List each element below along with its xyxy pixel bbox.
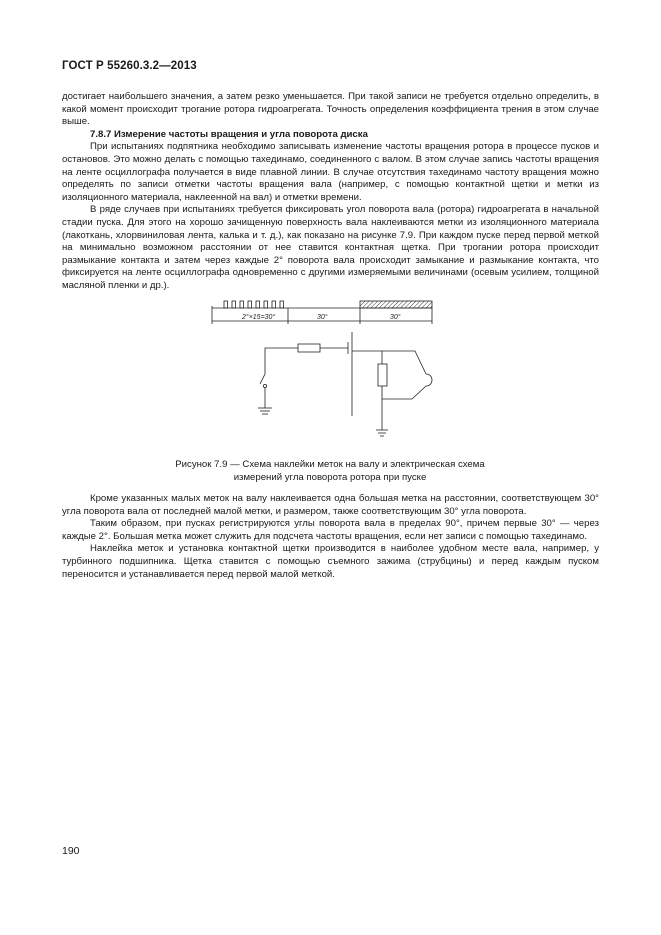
paragraph-large-mark: Кроме указанных малых меток на валу наклеивается одна большая метка на расстоянии, соответствующем 30° угла поворота вала от последней малой метки, и размером, также соответствующим 30° угла поворота. [62,493,599,517]
paragraph-continuation: достигает наибольшего значения, а затем резко уменьшается. При такой записи не требуется отдельно определить, в какой момент происходит трогание ротора гидроагрегата. Точность определения коэффициента трения в этом случае выше. [62,91,599,128]
body-text-upper [62,91,599,293]
page-number: 190 [62,845,80,857]
paragraph-rotation-speed: При испытаниях подпятника необходимо записывать изменение частоты вращения ротора в процессе пусков и остановов. Это можно делать с помощью тахединамо, соединенного с валом. В этом случае запись частоты вращения на ленте осциллографа получается в виде плавной линии. В случае отсутствия тахединамо частоту вращения можно определять по записи отметки частоты вращения вала (например, с помощью контактной щетки и метки из изоляционного материала, наклеенной на вал) и отметки времени. [62,141,599,203]
caption-line-2: измерений угла поворота ротора при пуске [233,471,427,483]
body-text-lower [62,493,599,581]
paragraph-marks: В ряде случаев при испытаниях требуется фиксировать угол поворота вала (ротора) гидроагрегата в начальной стадии пуска. Для этого на хорошо зачищенную поверхность вала наклеиваются метки из изоляционного материала (лакоткань, хлорвиниловая лента, калька и т. д.), как показано на рисунке 7.9. При каждом пуске перед первой меткой на минимально возможном расстоянии от нее ставится контактная щетка. При трогании ротора происходит размыкание контакта и затем через каждые 2° поворота вала происходит замыкание и размыкание контакта, что фиксируется на ленте осциллографа одновременно с другими измеряемыми величинами (осевым усилием, толщиной масляной пленки и др.). [62,204,599,291]
figure-7-9-diagram [200,296,470,446]
resistor-1 [298,344,320,352]
resistor-2 [378,364,387,386]
electrical-circuit [258,332,432,436]
section-heading: 7.8.7 Измерение частоты вращения и угла поворота диска [90,128,368,140]
paragraph-installation: Наклейка меток и установка контактной щетки производится в наиболее удобном месте вала, например, у турбинного подшипника. Щетка ставится с помощью съемного зажима (струбцины) и перед каждым пуском переносится и устанавливается перед первой малой меткой. [62,543,599,580]
figure-caption [140,459,520,484]
paragraph-angles: Таким образом, при пусках регистрируются углы поворота вала в пределах 90°, причем первые 30° — через каждые 2°. Большая метка может служить для подсчета частоты вращения, если нет записи с помощью тахединамо. [62,518,599,542]
caption-line-1: Рисунок 7.9 — Схема наклейки меток на валу и электрическая схема [175,459,485,470]
dimension-label-gap: 30° [317,314,328,321]
oscillograph-loop [426,374,432,386]
dimension-label-small-marks: 2°×15=30° [242,314,276,321]
contact-brush [260,374,265,384]
dimension-label-large-mark: 30° [390,314,401,321]
document-header: ГОСТ Р 55260.3.2—2013 [62,60,197,72]
large-mark [360,301,432,308]
small-marks [224,301,284,308]
